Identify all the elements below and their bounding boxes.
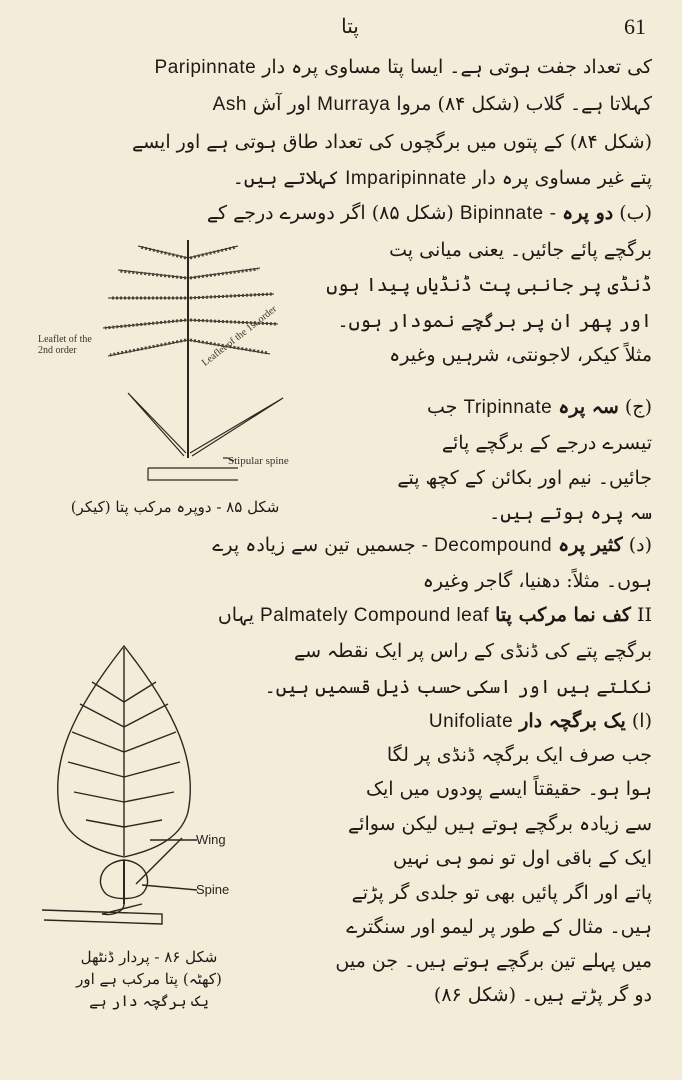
caption-line: شکل ۸۶ - پردار ڈنٹھل bbox=[80, 948, 218, 966]
label-line: Leaflet of the bbox=[38, 334, 92, 345]
leaflet-1st-order-label: Leaflet of the 1st order bbox=[200, 303, 279, 369]
text-line-9: مثلاً کیکر، لاجونتی، شرہیں وغیرہ bbox=[389, 344, 652, 366]
heading-term: دو پرہ bbox=[562, 202, 614, 224]
latin-term: Ash bbox=[212, 94, 247, 115]
text-line-27: دو گر پڑتے ہیں۔ (شکل ۸۶) bbox=[433, 984, 652, 1006]
text-line-25: ہیں۔ مثال کے طور پر لیمو اور سنگترے bbox=[346, 916, 652, 938]
caption-line: (کھٹہ) پتا مرکب ہے اور bbox=[76, 970, 222, 988]
text-segment: (ب) bbox=[613, 202, 652, 224]
text-segment: جب bbox=[426, 396, 464, 418]
text-segment: - جسمیں تین سے زیادہ پرے bbox=[212, 534, 435, 556]
figure-85-caption: شکل ۸۵ - دوپرہ مرکب پتا (کیکر) bbox=[70, 498, 280, 516]
figure-86-unifoliate-leaf bbox=[32, 642, 262, 942]
heading-term: یک برگچہ دار bbox=[519, 710, 626, 732]
heading-term: سہ پرہ bbox=[558, 396, 619, 418]
wing-label: Wing bbox=[196, 832, 226, 847]
text-segment: (د) bbox=[622, 534, 652, 556]
heading-term: کف نما مرکب پتا bbox=[495, 604, 631, 626]
leaflet-2nd-order-label bbox=[38, 334, 92, 356]
latin-term: Paripinnate bbox=[154, 57, 257, 78]
latin-term: Tripinnate bbox=[463, 397, 553, 418]
latin-term: Imparipinnate bbox=[345, 168, 467, 189]
text-segment: (ا) bbox=[625, 710, 652, 732]
text-line-4 bbox=[233, 163, 652, 194]
text-line-10 bbox=[427, 392, 652, 423]
text-segment: کہلاتے ہیں۔ bbox=[232, 167, 346, 189]
text-segment: یہاں bbox=[217, 604, 261, 626]
text-line-18: نکلتے ہیں اور اسکی حسب ذیل قسمیں ہیں۔ bbox=[264, 676, 652, 698]
figure-86-caption bbox=[40, 946, 258, 1012]
text-line-6: برگچے پائے جائیں۔ یعنی میانی پت bbox=[389, 239, 652, 261]
text-line-1 bbox=[155, 52, 652, 83]
figure-85-bipinnate-leaf bbox=[38, 228, 308, 488]
latin-term: Decompound bbox=[434, 535, 553, 556]
text-line-21: ہوا ہو۔ حقیقتاً ایسے پودوں میں ایک bbox=[365, 778, 652, 800]
text-segment: کہلاتا ہے۔ گلاب (شکل ۸۴) مروا bbox=[390, 93, 652, 115]
page-number: 61 bbox=[624, 14, 646, 39]
text-line-5 bbox=[207, 198, 652, 229]
text-segment: (ج) bbox=[618, 396, 652, 418]
latin-term: Palmately Compound leaf bbox=[260, 605, 490, 626]
text-line-3: (شکل ۸۴) کے پتوں میں برگچوں کی تعداد طاق ہوتی ہے اور ایسے bbox=[131, 131, 652, 153]
text-line-14 bbox=[212, 530, 652, 561]
stipular-spine-label: Stipular spine bbox=[228, 455, 289, 467]
spine-label: Spine bbox=[196, 882, 230, 897]
text-line-20: جب صرف ایک برگچہ ڈنڈی پر لگا bbox=[386, 744, 652, 766]
latin-term: Bipinnate bbox=[459, 203, 544, 224]
text-segment: کی تعداد جفت ہوتی ہے۔ ایسا پتا مساوی پرہ دار bbox=[256, 56, 652, 78]
latin-term: Unifoliate bbox=[428, 711, 514, 732]
text-segment: اور آش bbox=[246, 93, 318, 115]
text-line-19 bbox=[429, 706, 652, 737]
text-line-11: تیسرے درجے کے برگچے پائے bbox=[441, 432, 652, 454]
text-segment: II bbox=[630, 604, 652, 626]
text-segment: (شکل ۸۵) اگر دوسرے درجے کے bbox=[206, 202, 460, 224]
text-line-23: ایک کے باقی اول تو نمو ہی نہیں bbox=[392, 847, 652, 869]
text-line-16 bbox=[218, 600, 652, 631]
heading-term: کثیر پرہ bbox=[558, 534, 623, 556]
text-line-24: پاتے اور اگر پائیں بھی تو جلدی گر پڑتے bbox=[351, 882, 652, 904]
latin-term: Murraya bbox=[317, 94, 391, 115]
text-line-15: ہوں۔ مثلاً: دھنیا، گاجر وغیرہ bbox=[422, 570, 652, 592]
page-header-title: پتا bbox=[341, 14, 359, 38]
text-line-22: سے زیادہ برگچے ہوتے ہیں لیکن سوائے bbox=[348, 813, 652, 835]
text-line-8: اور پھر ان پر برگچے نمودار ہوں۔ bbox=[337, 310, 652, 332]
caption-line: یک برگچہ دار ہے bbox=[89, 992, 209, 1010]
text-line-26: میں پہلے تین برگچے ہوتے ہیں۔ جن میں bbox=[335, 950, 652, 972]
text-line-2 bbox=[213, 89, 652, 120]
text-segment: پتے غیر مساوی پرہ دار bbox=[466, 167, 652, 189]
text-line-17: برگچے پتے کی ڈنڈی کے راس پر ایک نقطہ سے bbox=[293, 640, 652, 662]
text-line-12: جائیں۔ نیم اور بکائن کے کچھ پتے bbox=[397, 467, 652, 489]
text-line-7: ڈنڈی پر جانبی پت ڈنڈیاں پیدا ہوں bbox=[326, 274, 652, 296]
text-segment: - bbox=[543, 202, 563, 224]
text-line-13: سہ پرہ ہوتے ہیں۔ bbox=[489, 502, 652, 524]
label-line: 2nd order bbox=[38, 345, 77, 356]
